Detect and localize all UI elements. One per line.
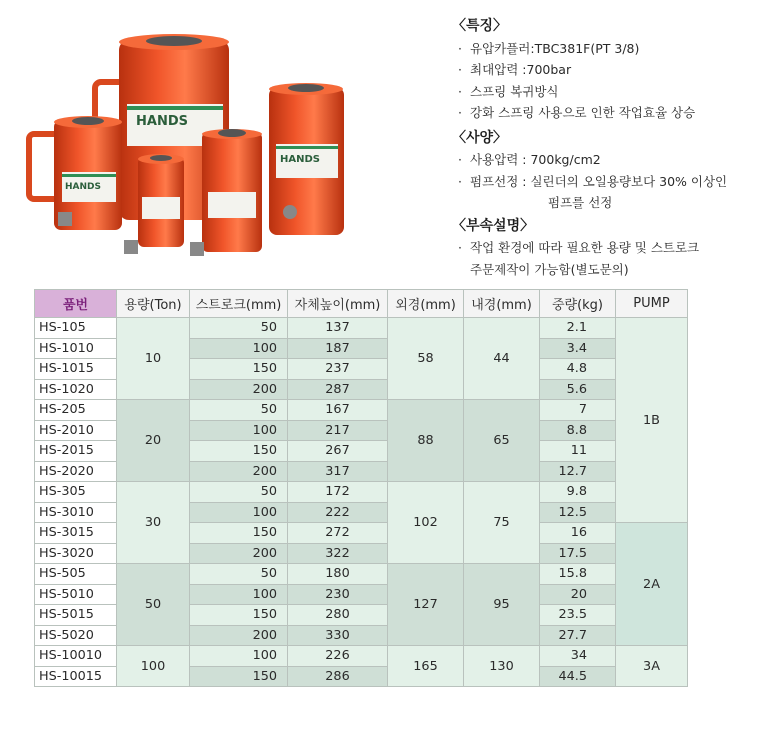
accessory-line: · 작업 환경에 따라 필요한 용량 및 스트로크: [458, 240, 700, 255]
cell-stroke: 100: [190, 420, 288, 441]
cylinder-left: [29, 116, 122, 230]
cell-model: HS-205: [35, 400, 117, 421]
cell-weight: 15.8: [540, 564, 616, 585]
cell-model: HS-5010: [35, 584, 117, 605]
feature-item: · 유압카플러:TBC381F(PT 3/8): [458, 40, 640, 56]
header-pump: PUMP: [616, 290, 688, 318]
cell-capacity: 10: [117, 318, 190, 400]
cell-weight: 20: [540, 584, 616, 605]
cell-model: HS-5015: [35, 605, 117, 626]
spec-table: [34, 289, 688, 687]
cell-outer: 165: [388, 646, 464, 687]
cell-model: HS-505: [35, 564, 117, 585]
cell-model: HS-1015: [35, 359, 117, 380]
cell-stroke: 150: [190, 359, 288, 380]
cell-model: HS-2010: [35, 420, 117, 441]
feature-item: · 최대압력 :700bar: [458, 62, 572, 77]
cell-outer: 127: [388, 564, 464, 646]
cell-model: HS-3020: [35, 543, 117, 564]
cell-height: 172: [288, 482, 388, 503]
cell-pump: 3A: [616, 646, 688, 687]
spec-pressure: · 사용압력 : 700kg/cm2: [458, 152, 601, 167]
cell-weight: 12.7: [540, 461, 616, 482]
cell-weight: 8.8: [540, 420, 616, 441]
cell-inner: 44: [464, 318, 540, 400]
cell-weight: 9.8: [540, 482, 616, 503]
cell-capacity: 100: [117, 646, 190, 687]
cell-model: HS-105: [35, 318, 117, 339]
table-row: [35, 400, 688, 421]
cell-stroke: 200: [190, 379, 288, 400]
cell-height: 237: [288, 359, 388, 380]
table-body: [35, 318, 688, 687]
cell-outer: 88: [388, 400, 464, 482]
cell-model: HS-10015: [35, 666, 117, 687]
cell-inner: 75: [464, 482, 540, 564]
cell-capacity: 30: [117, 482, 190, 564]
cell-height: 222: [288, 502, 388, 523]
header-capacity: 용량(Ton): [117, 290, 190, 318]
cell-height: 317: [288, 461, 388, 482]
spec-description: [452, 14, 752, 280]
cell-stroke: 50: [190, 482, 288, 503]
cell-inner: 95: [464, 564, 540, 646]
cell-capacity: 20: [117, 400, 190, 482]
cell-model: HS-3015: [35, 523, 117, 544]
cell-stroke: 150: [190, 523, 288, 544]
header-outer: 외경(mm): [388, 290, 464, 318]
table-row: [35, 482, 688, 503]
table-row: [35, 646, 688, 667]
cell-stroke: 200: [190, 625, 288, 646]
cell-height: 287: [288, 379, 388, 400]
svg-text:HANDS: HANDS: [65, 182, 101, 192]
spec-pump: · 펌프선정 : 실린더의 오일용량보다 30% 이상인: [458, 173, 728, 189]
cell-stroke: 100: [190, 502, 288, 523]
cell-weight: 7: [540, 400, 616, 421]
cell-height: 217: [288, 420, 388, 441]
cell-stroke: 200: [190, 461, 288, 482]
cell-model: HS-3010: [35, 502, 117, 523]
cell-height: 330: [288, 625, 388, 646]
cell-stroke: 50: [190, 564, 288, 585]
cell-model: HS-305: [35, 482, 117, 503]
cell-stroke: 100: [190, 646, 288, 667]
cell-weight: 23.5: [540, 605, 616, 626]
cell-model: HS-1020: [35, 379, 117, 400]
header-inner: 내경(mm): [464, 290, 540, 318]
cell-weight: 17.5: [540, 543, 616, 564]
header-weight: 중량(kg): [540, 290, 616, 318]
spec-pump-cont: 펌프를 선정: [548, 195, 613, 210]
cell-stroke: 150: [190, 605, 288, 626]
cell-inner: 65: [464, 400, 540, 482]
cell-weight: 2.1: [540, 318, 616, 339]
cell-height: 226: [288, 646, 388, 667]
cell-weight: 16: [540, 523, 616, 544]
cell-pump: 2A: [616, 523, 688, 646]
cell-weight: 12.5: [540, 502, 616, 523]
cell-weight: 34: [540, 646, 616, 667]
accessory-line-cont: 주문제작이 가능함(별도문의): [470, 261, 629, 277]
cell-outer: 58: [388, 318, 464, 400]
cell-pump: 1B: [616, 318, 688, 523]
cell-weight: 11: [540, 441, 616, 462]
cell-weight: 44.5: [540, 666, 616, 687]
cell-height: 272: [288, 523, 388, 544]
cell-model: HS-5020: [35, 625, 117, 646]
cell-height: 230: [288, 584, 388, 605]
cell-height: 167: [288, 400, 388, 421]
table-row: [35, 564, 688, 585]
cell-height: 286: [288, 666, 388, 687]
feature-item: · 스프링 복귀방식: [458, 83, 559, 99]
cell-model: HS-1010: [35, 338, 117, 359]
cell-outer: 102: [388, 482, 464, 564]
cell-weight: 4.8: [540, 359, 616, 380]
cell-model: HS-2015: [35, 441, 117, 462]
cell-stroke: 150: [190, 666, 288, 687]
cell-model: HS-2020: [35, 461, 117, 482]
cell-height: 180: [288, 564, 388, 585]
spec-title: 〈사양〉: [452, 129, 508, 146]
cell-model: HS-10010: [35, 646, 117, 667]
cylinder-right: [269, 83, 344, 235]
cell-stroke: 100: [190, 338, 288, 359]
cell-height: 322: [288, 543, 388, 564]
accessory-title: 〈부속설명〉: [452, 217, 535, 234]
svg-text:HANDS: HANDS: [136, 114, 188, 129]
cell-height: 280: [288, 605, 388, 626]
cell-height: 187: [288, 338, 388, 359]
cell-weight: 5.6: [540, 379, 616, 400]
cell-stroke: 100: [190, 584, 288, 605]
table-row: [35, 318, 688, 339]
header-model: 품번: [35, 290, 117, 318]
svg-text:HANDS: HANDS: [280, 154, 320, 165]
product-photo: [14, 22, 394, 292]
table-header-row: [35, 290, 688, 318]
header-stroke: 스트로크(mm): [190, 290, 288, 318]
features-title: 〈특징〉: [452, 18, 508, 34]
cell-height: 267: [288, 441, 388, 462]
header-height: 자체높이(mm): [288, 290, 388, 318]
cell-weight: 27.7: [540, 625, 616, 646]
cell-stroke: 200: [190, 543, 288, 564]
cell-stroke: 150: [190, 441, 288, 462]
feature-item: · 강화 스프링 사용으로 인한 작업효율 상승: [458, 105, 696, 120]
cell-height: 137: [288, 318, 388, 339]
cell-capacity: 50: [117, 564, 190, 646]
cell-stroke: 50: [190, 318, 288, 339]
cell-weight: 3.4: [540, 338, 616, 359]
cell-inner: 130: [464, 646, 540, 687]
cell-stroke: 50: [190, 400, 288, 421]
